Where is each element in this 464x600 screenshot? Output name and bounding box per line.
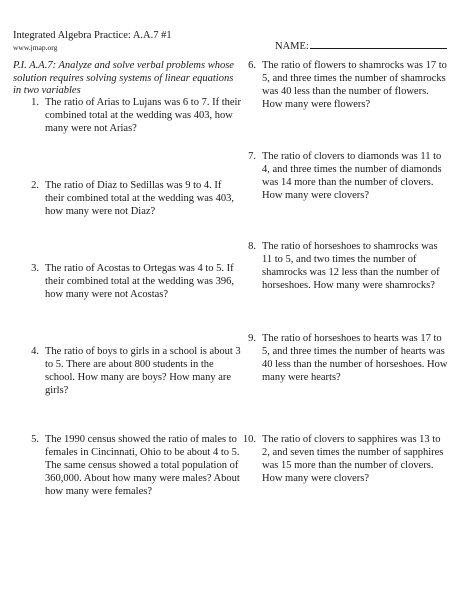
- question-text: The ratio of clovers to sapphires was 13 to 2, and seven times the number of sapphires was 15 more than the number of clovers. How many were clovers?: [262, 434, 444, 484]
- question-text: The ratio of horseshoes to shamrocks was 11 to 5, and two times the number of shamrocks was 12 less than the number of horseshoes. How many were shamrocks?: [262, 241, 440, 291]
- question-number: 4.: [31, 346, 39, 357]
- name-field: [275, 38, 447, 52]
- question-number: 8.: [248, 241, 256, 252]
- question-number: 7.: [248, 151, 256, 162]
- worksheet-title: Integrated Algebra Practice: A.A.7 #1: [13, 30, 172, 41]
- question-number: 9.: [248, 333, 256, 344]
- question-number: 3.: [31, 263, 39, 274]
- standard-description: P.I. A.A.7: Analyze and solve verbal problems whose solution requires solving systems of linear equations in two variables: [13, 60, 234, 96]
- question-text: The ratio of boys to girls in a school is about 3 to 5. There are about 800 students in the school. How many are boys? How many are girls?: [45, 346, 241, 396]
- question-text: The ratio of Acostas to Ortegas was 4 to 5. If their combined total at the wedding was 396, how many were not Acostas?: [45, 263, 234, 300]
- question-number: 5.: [31, 434, 39, 445]
- question-number: 6.: [248, 60, 256, 71]
- question-text: The ratio of flowers to shamrocks was 17 to 5, and three times the number of shamrocks was 40 less than the number of flowers. How many were flowers?: [262, 60, 447, 110]
- name-label: NAME:: [275, 41, 309, 52]
- question-number: 10.: [242, 434, 256, 445]
- question-text: The ratio of horseshoes to hearts was 17 to 5, and three times the number of hearts was 40 less than the number of horseshoes. How many were hearts?: [262, 333, 448, 383]
- name-blank-line: [310, 38, 447, 49]
- question-text: The ratio of Arias to Lujans was 6 to 7. If their combined total at the wedding was 403, how many were not Arias?: [45, 97, 241, 134]
- question-text: The ratio of clovers to diamonds was 11 to 4, and three times the number of diamonds was 14 more than the number of clovers. How many were clovers?: [262, 151, 442, 201]
- question-text: The ratio of Diaz to Sedillas was 9 to 4. If their combined total at the wedding was 403, how many were not Diaz?: [45, 180, 234, 217]
- source-url: www.jmap.org: [13, 43, 58, 52]
- question-number: 1.: [31, 97, 39, 108]
- question-text: The 1990 census showed the ratio of males to females in Cincinnati, Ohio to be about 4 to 5. The same census showed a total population of 360,000. About how many were males? About how many were females?: [45, 434, 240, 497]
- question-number: 2.: [31, 180, 39, 191]
